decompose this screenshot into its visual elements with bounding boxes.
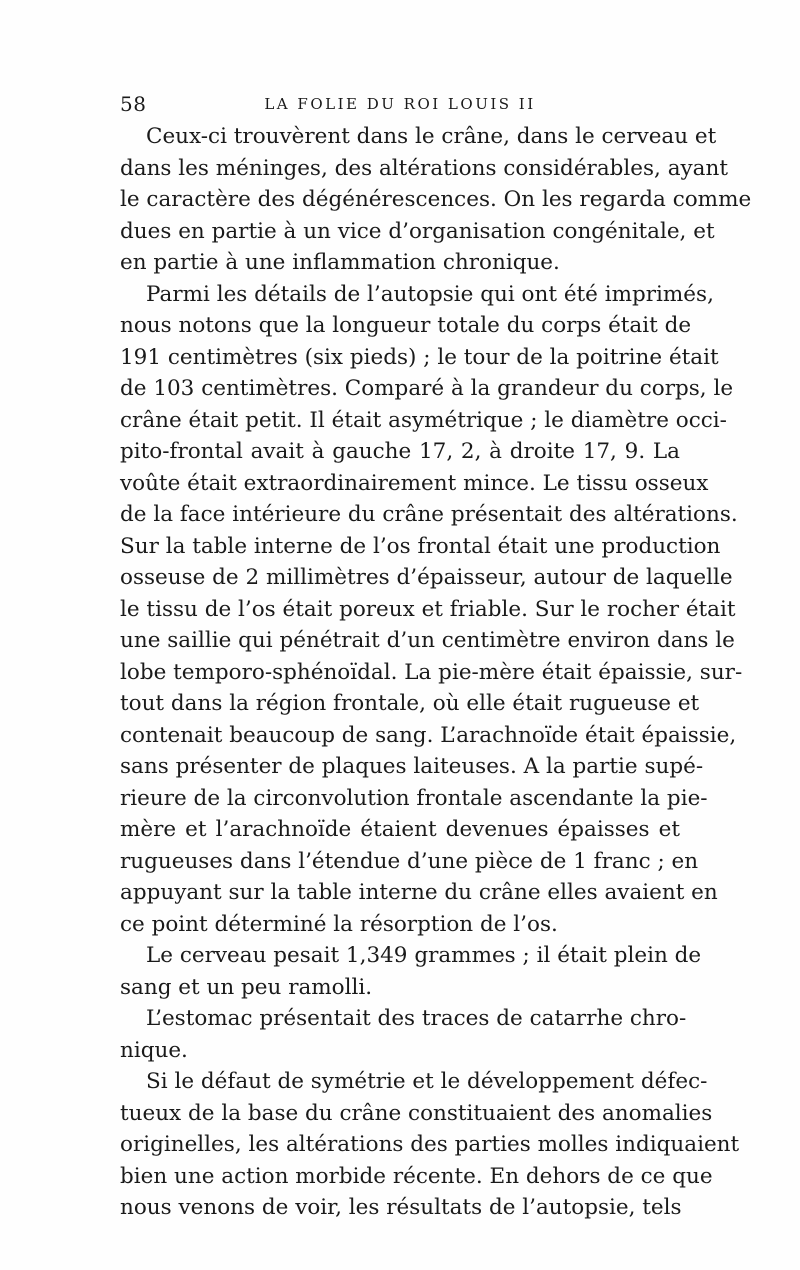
text-line: appuyant sur la table interne du crâne elles avaient en <box>120 880 718 905</box>
text-line: pito-frontal avait à gauche 17, 2, à droite 17, 9. La <box>120 439 680 464</box>
text-line: nique. <box>120 1037 188 1063</box>
text-line: de 103 centimètres. Comparé à la grandeur du corps, le <box>120 376 734 401</box>
text-line: crâne était petit. Il était asymétrique ; le diamètre occi- <box>120 407 727 433</box>
text-line: rieure de la circonvolution frontale ascendante la pie- <box>120 785 708 811</box>
text-line: en partie à une inflammation chronique. <box>120 250 560 275</box>
text-line: nous venons de voir, les résultats de l’autopsie, tels <box>120 1195 682 1220</box>
text-line: contenait beaucoup de sang. L’arachnoïde était épaissie, <box>120 722 737 748</box>
text-line: bien une action morbide récente. En dehors de ce que <box>120 1163 713 1189</box>
text-line: Parmi les détails de l’autopsie qui ont été imprimés, <box>146 281 714 307</box>
text-line: osseuse de 2 millimètres d’épaisseur, autour de laquelle <box>120 565 733 590</box>
text-line: sans présenter de plaques laiteuses. A la partie supé- <box>120 754 704 779</box>
text-line: Sur la table interne de l’os frontal était une production <box>120 533 721 559</box>
page-number: 58 <box>120 92 147 116</box>
running-title: LA FOLIE DU ROI LOUIS II <box>264 95 536 113</box>
text-line: voûte était extraordinairement mince. Le tissu osseux <box>120 470 709 496</box>
text-line: une saillie qui pénétrait d’un centimètre environ dans le <box>120 628 735 653</box>
text-line: le tissu de l’os était poreux et friable. Sur le rocher était <box>120 596 736 622</box>
text-line: tueux de la base du crâne constituaient des anomalies <box>120 1100 713 1126</box>
body-text <box>120 121 752 1224</box>
text-line: lobe temporo-sphénoïdal. La pie-mère était épaissie, sur- <box>120 659 743 685</box>
text-line: 191 centimètres (six pieds) ; le tour de la poitrine était <box>120 344 719 370</box>
text-line: L’estomac présentait des traces de catarrhe chro- <box>146 1006 687 1031</box>
running-head <box>120 92 680 122</box>
text-line: rugueuses dans l’étendue d’une pièce de 1 franc ; en <box>120 848 699 874</box>
text-line: dans les méninges, des altérations considérables, ayant <box>120 155 728 181</box>
text-line: ce point déterminé la résorption de l’os. <box>120 911 558 937</box>
text-line: mère et l’arachnoïde étaient devenues épaisses et <box>120 817 680 842</box>
text-line: dues en partie à un vice d’organisation congénitale, et <box>120 218 715 244</box>
text-line: originelles, les altérations des parties molles indiquaient <box>120 1132 740 1157</box>
text-line: Le cerveau pesait 1,349 grammes ; il était plein de <box>146 943 702 968</box>
text-line: de la face intérieure du crâne présentait des altérations. <box>120 502 738 527</box>
text-line: Ceux-ci trouvèrent dans le crâne, dans le cerveau et <box>146 124 717 149</box>
text-line: tout dans la région frontale, où elle était rugueuse et <box>120 691 700 716</box>
text-line: le caractère des dégénérescences. On les regarda comme <box>120 187 752 212</box>
text-line: nous notons que la longueur totale du corps était de <box>120 313 692 338</box>
text-line: Si le défaut de symétrie et le développement défec- <box>146 1069 708 1094</box>
text-line: sang et un peu ramolli. <box>120 974 373 1000</box>
